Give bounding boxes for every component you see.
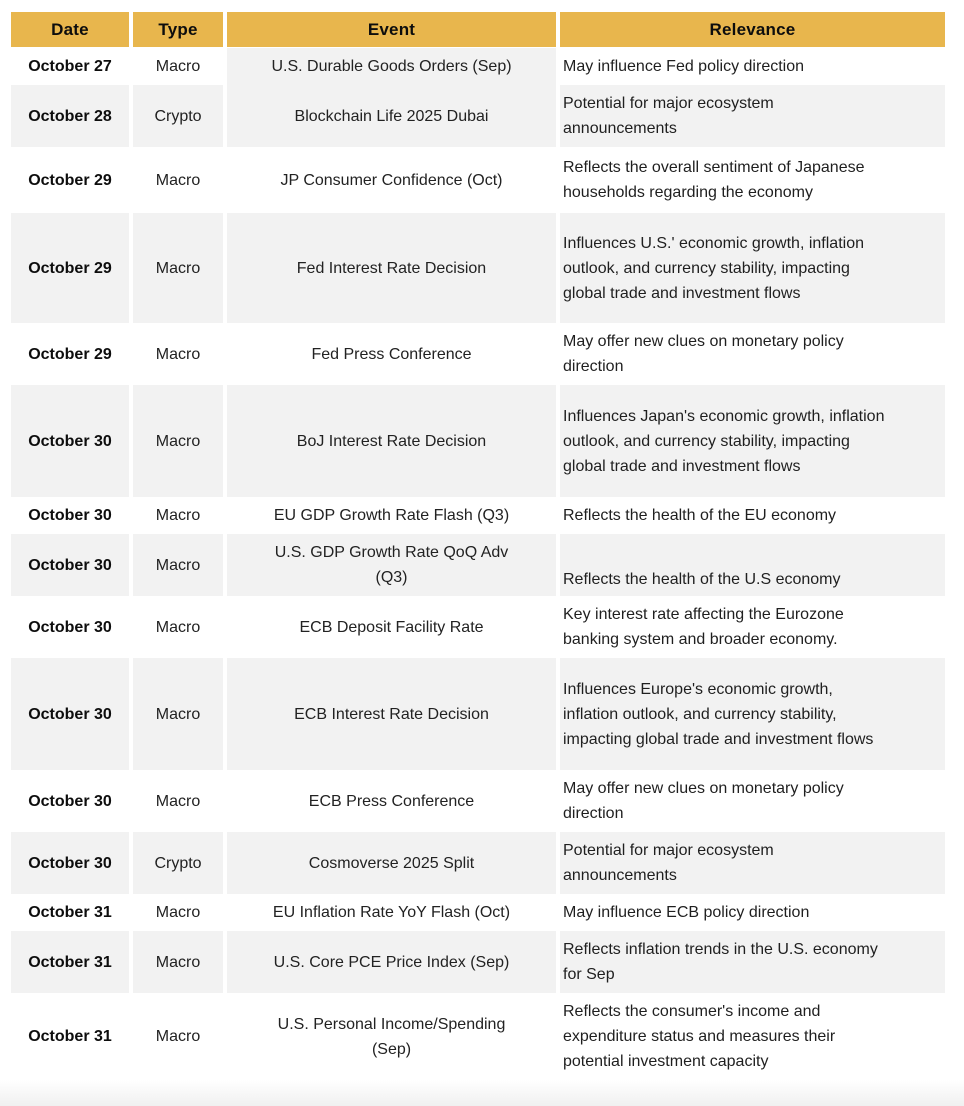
date-cell: October 27 — [11, 48, 129, 85]
type-cell: Macro — [133, 894, 223, 931]
relevance-cell — [560, 894, 945, 931]
date-cell: October 31 — [11, 931, 129, 993]
type-cell: Macro — [133, 931, 223, 993]
column-header-type: Type — [133, 12, 223, 47]
event-cell — [227, 894, 556, 931]
column-header-date: Date — [11, 12, 129, 47]
relevance-cell — [560, 658, 945, 770]
date-cell: October 31 — [11, 894, 129, 931]
event-text: ECB Deposit Facility Rate — [299, 618, 484, 636]
date-cell: October 29 — [11, 323, 129, 385]
relevance-cell — [560, 832, 945, 894]
relevance-cell — [560, 213, 945, 323]
relevance-cell — [560, 534, 945, 596]
table-row — [11, 497, 945, 534]
relevance-text: Reflects inflation trends in the U.S. economy for Sep — [563, 941, 878, 983]
event-cell — [227, 48, 556, 85]
table-row — [11, 894, 945, 931]
event-cell — [227, 323, 556, 385]
table-row — [11, 147, 945, 213]
event-text: ECB Press Conference — [308, 792, 475, 810]
table-row — [11, 993, 945, 1080]
type-cell: Macro — [133, 658, 223, 770]
relevance-cell — [560, 596, 945, 658]
relevance-text: Influences Europe's economic growth, inflation outlook, and currency stability, impacting global trade and investment flows — [563, 680, 874, 748]
type-cell: Macro — [133, 385, 223, 497]
relevance-cell — [560, 323, 945, 385]
type-cell: Macro — [133, 534, 223, 596]
relevance-text: Influences U.S.' economic growth, inflation outlook, and currency stability, impacting global trade and investment flows — [563, 234, 864, 302]
type-cell: Crypto — [133, 832, 223, 894]
event-cell — [227, 85, 556, 147]
date-cell: October 29 — [11, 213, 129, 323]
relevance-text: Reflects the consumer's income and expenditure status and measures their potential investment capacity — [563, 1003, 836, 1070]
table-row — [11, 534, 945, 596]
relevance-text: Reflects the overall sentiment of Japanese households regarding the economy — [563, 159, 865, 201]
relevance-cell — [560, 770, 945, 832]
event-text: U.S. Core PCE Price Index (Sep) — [273, 953, 510, 971]
type-cell: Macro — [133, 213, 223, 323]
relevance-text: Reflects the health of the U.S economy — [563, 571, 841, 588]
date-cell: October 30 — [11, 497, 129, 534]
table-row — [11, 385, 945, 497]
relevance-cell — [560, 48, 945, 85]
type-cell: Crypto — [133, 85, 223, 147]
table-row — [11, 596, 945, 658]
event-cell — [227, 770, 556, 832]
date-cell: October 30 — [11, 534, 129, 596]
event-text: Fed Interest Rate Decision — [296, 259, 487, 277]
table-row — [11, 323, 945, 385]
relevance-text: Potential for major ecosystem announcements — [563, 842, 774, 884]
date-cell: October 29 — [11, 147, 129, 213]
table-row — [11, 85, 945, 147]
column-header-relevance: Relevance — [560, 12, 945, 47]
relevance-cell — [560, 993, 945, 1080]
table-row — [11, 770, 945, 832]
relevance-cell — [560, 147, 945, 213]
table-row — [11, 832, 945, 894]
event-cell — [227, 213, 556, 323]
event-text: Blockchain Life 2025 Dubai — [294, 107, 489, 125]
event-text: EU Inflation Rate YoY Flash (Oct) — [272, 904, 511, 921]
table-row — [11, 931, 945, 993]
type-cell: Macro — [133, 770, 223, 832]
type-cell: Macro — [133, 596, 223, 658]
event-text: ECB Interest Rate Decision — [294, 705, 489, 723]
date-cell: October 30 — [11, 658, 129, 770]
event-text: U.S. Durable Goods Orders (Sep) — [271, 58, 512, 75]
relevance-text: Potential for major ecosystem announcements — [563, 95, 774, 137]
type-cell: Macro — [133, 497, 223, 534]
date-cell: October 31 — [11, 993, 129, 1080]
footer-gradient — [0, 1080, 964, 1106]
event-cell — [227, 993, 556, 1080]
relevance-text: May offer new clues on monetary policy direction — [563, 780, 844, 822]
event-cell — [227, 497, 556, 534]
table-row — [11, 213, 945, 323]
relevance-cell — [560, 385, 945, 497]
relevance-text: Influences Japan's economic growth, inflation outlook, and currency stability, impacting global trade and investment flows — [563, 407, 885, 475]
event-cell — [227, 832, 556, 894]
relevance-cell — [560, 497, 945, 534]
table-body — [11, 48, 945, 1080]
event-cell — [227, 385, 556, 497]
table-row — [11, 658, 945, 770]
event-text: U.S. GDP Growth Rate QoQ Adv (Q3) — [274, 544, 509, 586]
table-row — [11, 48, 945, 85]
date-cell: October 28 — [11, 85, 129, 147]
relevance-text: Key interest rate affecting the Eurozone banking system and broader economy. — [563, 606, 844, 648]
date-cell: October 30 — [11, 385, 129, 497]
event-text: Fed Press Conference — [311, 345, 472, 363]
type-cell: Macro — [133, 993, 223, 1080]
relevance-text: May offer new clues on monetary policy direction — [563, 333, 844, 375]
event-cell — [227, 658, 556, 770]
event-cell — [227, 596, 556, 658]
event-cell — [227, 534, 556, 596]
relevance-text: May influence Fed policy direction — [563, 58, 805, 75]
event-text: U.S. Personal Income/Spending (Sep) — [277, 1015, 506, 1058]
type-cell: Macro — [133, 147, 223, 213]
event-text: Cosmoverse 2025 Split — [308, 854, 475, 872]
date-cell: October 30 — [11, 596, 129, 658]
relevance-cell — [560, 85, 945, 147]
date-cell: October 30 — [11, 770, 129, 832]
event-cell — [227, 147, 556, 213]
table-header-row — [11, 12, 945, 47]
event-text: JP Consumer Confidence (Oct) — [280, 171, 503, 189]
type-cell: Macro — [133, 48, 223, 85]
type-cell: Macro — [133, 323, 223, 385]
relevance-text: May influence ECB policy direction — [563, 904, 810, 921]
column-header-event: Event — [227, 12, 556, 47]
event-cell — [227, 931, 556, 993]
relevance-cell — [560, 931, 945, 993]
event-text: BoJ Interest Rate Decision — [296, 432, 487, 450]
event-text: EU GDP Growth Rate Flash (Q3) — [273, 507, 510, 524]
relevance-text: Reflects the health of the EU economy — [563, 507, 837, 524]
date-cell: October 30 — [11, 832, 129, 894]
